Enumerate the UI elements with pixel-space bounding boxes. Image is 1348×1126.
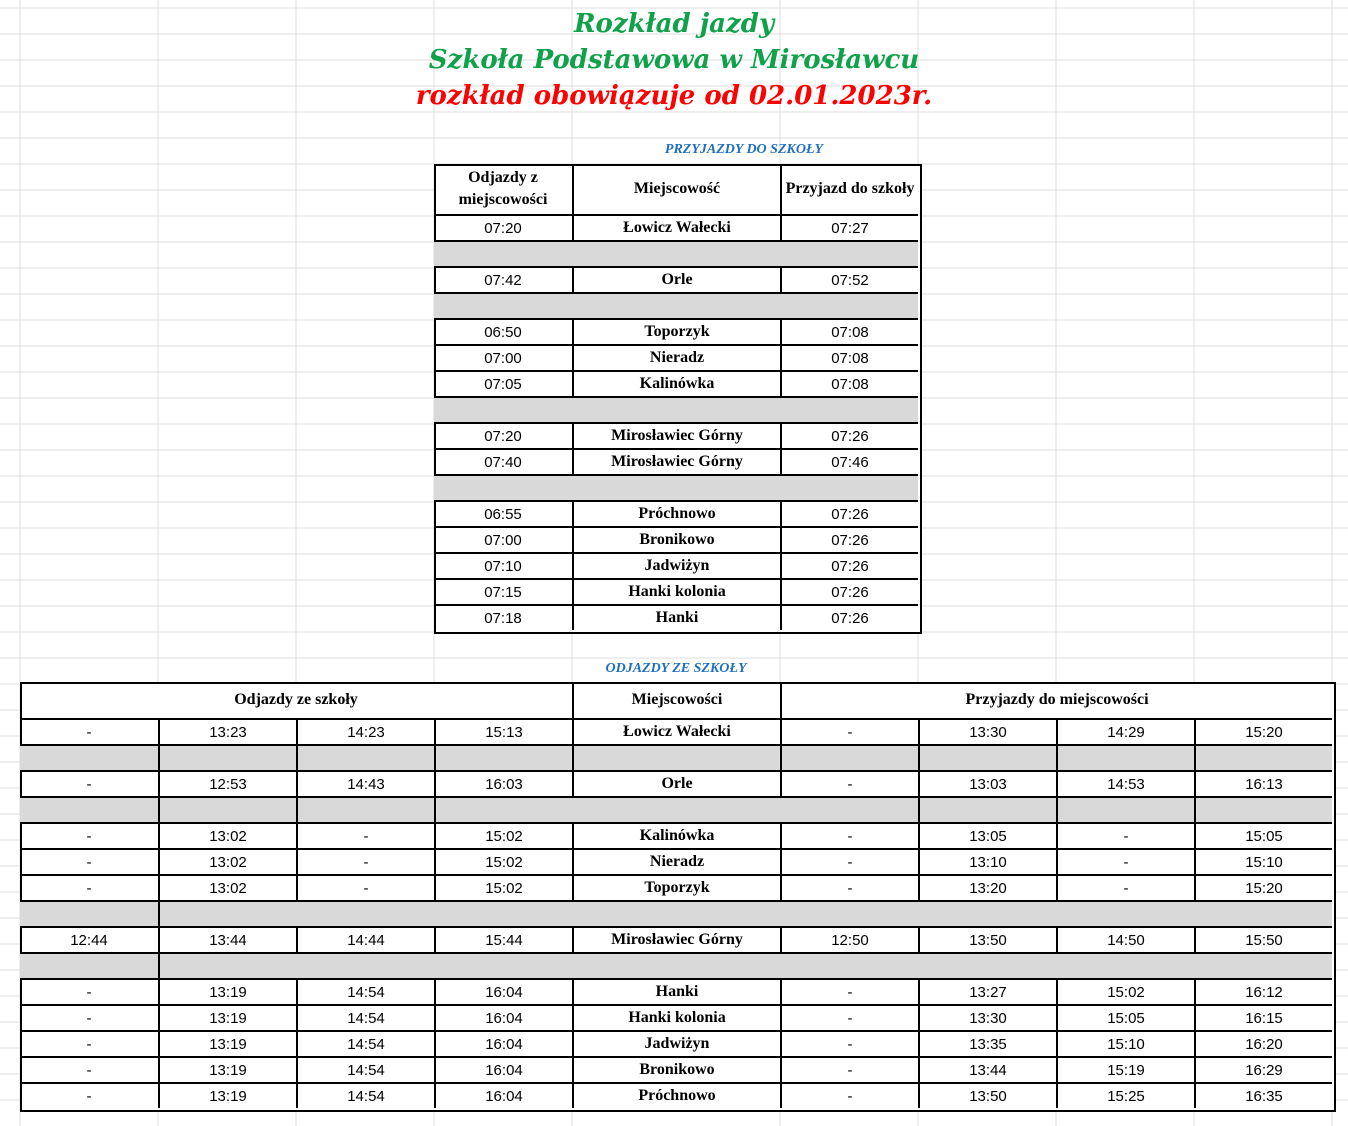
departures-place: Mirosławiec Górny bbox=[572, 926, 780, 952]
departures-place: Nieradz bbox=[572, 848, 780, 874]
departures-place: Próchnowo bbox=[572, 1082, 780, 1108]
departures-header-departures: Odjazdy ze szkoły bbox=[234, 691, 358, 708]
departures-departure-time: 14:54 bbox=[296, 978, 434, 1004]
departures-separator-cell bbox=[572, 744, 780, 770]
departures-departure-time: - bbox=[20, 978, 158, 1004]
arrivals-place: Mirosławiec Górny bbox=[572, 448, 780, 474]
departures-arrival-time: 12:50 bbox=[780, 926, 918, 952]
departures-arrival-time: 13:05 bbox=[918, 822, 1056, 848]
departures-arrival-time: 16:12 bbox=[1194, 978, 1332, 1004]
departures-arrival-time: 15:10 bbox=[1056, 1030, 1194, 1056]
departures-departure-time: 12:44 bbox=[20, 926, 158, 952]
departures-departure-time: - bbox=[20, 770, 158, 796]
departures-separator-cell bbox=[434, 796, 918, 822]
departures-place: Hanki kolonia bbox=[572, 1004, 780, 1030]
departures-departure-time: 14:44 bbox=[296, 926, 434, 952]
departures-departure-time: 13:19 bbox=[158, 1004, 296, 1030]
departures-departure-time: 14:43 bbox=[296, 770, 434, 796]
departures-departure-time: - bbox=[296, 822, 434, 848]
departures-departure-time: 16:04 bbox=[434, 978, 572, 1004]
departures-departure-time: 13:02 bbox=[158, 822, 296, 848]
departures-arrival-time: - bbox=[780, 718, 918, 744]
departures-departure-time: 14:54 bbox=[296, 1082, 434, 1108]
page-title: Rozkład jazdy bbox=[573, 9, 775, 39]
departures-arrival-time: 13:27 bbox=[918, 978, 1056, 1004]
departures-separator-cell bbox=[158, 796, 296, 822]
departures-departure-time: 15:44 bbox=[434, 926, 572, 952]
departures-arrival-time: - bbox=[1056, 848, 1194, 874]
departures-place: Orle bbox=[572, 770, 780, 796]
arrivals-place: Kalinówka bbox=[572, 370, 780, 396]
arrivals-place: Łowicz Wałecki bbox=[572, 214, 780, 240]
departures-separator-cell bbox=[296, 744, 434, 770]
departures-departure-time: 13:44 bbox=[158, 926, 296, 952]
departures-arrival-time: 16:20 bbox=[1194, 1030, 1332, 1056]
arrivals-departure-time: 07:15 bbox=[434, 578, 572, 604]
departures-arrival-time: 15:05 bbox=[1194, 822, 1332, 848]
departures-separator-cell bbox=[1056, 796, 1194, 822]
departures-place: Jadwiżyn bbox=[572, 1030, 780, 1056]
arrivals-departure-time: 07:10 bbox=[434, 552, 572, 578]
departures-arrival-time: 13:35 bbox=[918, 1030, 1056, 1056]
departures-header-place: Miejscowości bbox=[572, 682, 780, 718]
departures-departure-time: 15:02 bbox=[434, 874, 572, 900]
departures-departure-time: 14:54 bbox=[296, 1056, 434, 1082]
arrivals-place: Nieradz bbox=[572, 344, 780, 370]
arrivals-separator-row bbox=[434, 240, 918, 266]
departures-separator-cell bbox=[1194, 744, 1332, 770]
arrivals-separator-row bbox=[434, 396, 918, 422]
departures-separator-cell bbox=[20, 796, 158, 822]
departures-separator-cell bbox=[434, 744, 572, 770]
arrivals-departure-time: 07:05 bbox=[434, 370, 572, 396]
arrivals-departure-time: 07:00 bbox=[434, 344, 572, 370]
departures-arrival-time: - bbox=[1056, 822, 1194, 848]
departures-place: Kalinówka bbox=[572, 822, 780, 848]
arrivals-place: Orle bbox=[572, 266, 780, 292]
arrivals-header-place: Miejscowość bbox=[572, 164, 780, 214]
departures-arrival-time: 15:05 bbox=[1056, 1004, 1194, 1030]
arrivals-arrival-time: 07:27 bbox=[780, 214, 918, 240]
departures-departure-time: 13:02 bbox=[158, 874, 296, 900]
departures-departure-time: - bbox=[296, 874, 434, 900]
arrivals-place: Hanki bbox=[572, 604, 780, 630]
departures-arrival-time: 15:19 bbox=[1056, 1056, 1194, 1082]
departures-arrival-time: - bbox=[780, 1082, 918, 1108]
departures-departure-time: 14:54 bbox=[296, 1004, 434, 1030]
departures-arrival-time: 16:15 bbox=[1194, 1004, 1332, 1030]
arrivals-departure-time: 07:20 bbox=[434, 422, 572, 448]
arrivals-arrival-time: 07:08 bbox=[780, 344, 918, 370]
departures-arrival-time: 15:20 bbox=[1194, 874, 1332, 900]
departures-arrival-time: - bbox=[780, 770, 918, 796]
departures-departure-time: - bbox=[20, 848, 158, 874]
departures-place: Łowicz Wałecki bbox=[572, 718, 780, 744]
departures-arrival-time: 14:53 bbox=[1056, 770, 1194, 796]
departures-arrival-time: 13:30 bbox=[918, 718, 1056, 744]
departures-separator-cell bbox=[158, 744, 296, 770]
departures-arrival-time: - bbox=[780, 1004, 918, 1030]
departures-separator-cell bbox=[158, 900, 1332, 926]
departures-arrival-time: 13:20 bbox=[918, 874, 1056, 900]
arrivals-arrival-time: 07:26 bbox=[780, 578, 918, 604]
departures-arrival-time: 16:29 bbox=[1194, 1056, 1332, 1082]
arrivals-arrival-time: 07:26 bbox=[780, 552, 918, 578]
departures-separator-cell bbox=[780, 744, 918, 770]
departures-departure-time: 13:19 bbox=[158, 1030, 296, 1056]
departures-arrival-time: 13:50 bbox=[918, 926, 1056, 952]
departures-arrival-time: 13:30 bbox=[918, 1004, 1056, 1030]
departures-departure-time: 16:04 bbox=[434, 1030, 572, 1056]
arrivals-arrival-time: 07:26 bbox=[780, 500, 918, 526]
departures-departure-time: 16:04 bbox=[434, 1004, 572, 1030]
departures-separator-cell bbox=[20, 744, 158, 770]
departures-separator-cell bbox=[1194, 796, 1332, 822]
arrivals-departure-time: 07:40 bbox=[434, 448, 572, 474]
departures-arrival-time: 16:13 bbox=[1194, 770, 1332, 796]
departures-departure-time: 16:03 bbox=[434, 770, 572, 796]
departures-arrival-time: 14:29 bbox=[1056, 718, 1194, 744]
school-name: Szkoła Podstawowa w Mirosławcu bbox=[428, 45, 920, 75]
arrivals-place: Mirosławiec Górny bbox=[572, 422, 780, 448]
departures-departure-time: 13:19 bbox=[158, 1082, 296, 1108]
arrivals-arrival-time: 07:52 bbox=[780, 266, 918, 292]
departures-arrival-time: 13:44 bbox=[918, 1056, 1056, 1082]
departures-arrival-time: 15:20 bbox=[1194, 718, 1332, 744]
arrivals-departure-time: 06:55 bbox=[434, 500, 572, 526]
departures-arrival-time: - bbox=[780, 1056, 918, 1082]
arrivals-arrival-time: 07:08 bbox=[780, 318, 918, 344]
arrivals-section-title: PRZYJAZDY DO SZKOŁY bbox=[664, 142, 824, 157]
arrivals-departure-time: 07:42 bbox=[434, 266, 572, 292]
departures-arrival-time: - bbox=[780, 848, 918, 874]
arrivals-place: Hanki kolonia bbox=[572, 578, 780, 604]
departures-arrival-time: - bbox=[780, 874, 918, 900]
departures-departure-time: - bbox=[20, 1056, 158, 1082]
validity-notice: rozkład obowiązuje od 02.01.2023r. bbox=[415, 81, 933, 111]
departures-arrival-time: 15:02 bbox=[1056, 978, 1194, 1004]
arrivals-place: Próchnowo bbox=[572, 500, 780, 526]
departures-departure-time: - bbox=[20, 718, 158, 744]
departures-departure-time: 15:02 bbox=[434, 822, 572, 848]
departures-departure-time: 16:04 bbox=[434, 1082, 572, 1108]
departures-arrival-time: - bbox=[1056, 874, 1194, 900]
departures-arrival-time: - bbox=[780, 1030, 918, 1056]
departures-departure-time: - bbox=[296, 848, 434, 874]
departures-departure-time: - bbox=[20, 1082, 158, 1108]
arrivals-departure-time: 07:00 bbox=[434, 526, 572, 552]
arrivals-arrival-time: 07:08 bbox=[780, 370, 918, 396]
departures-separator-cell bbox=[918, 796, 1056, 822]
departures-departure-time: - bbox=[20, 822, 158, 848]
departures-arrival-time: - bbox=[780, 822, 918, 848]
departures-departure-time: - bbox=[20, 874, 158, 900]
departures-arrival-time: 13:10 bbox=[918, 848, 1056, 874]
departures-arrival-time: 14:50 bbox=[1056, 926, 1194, 952]
departures-arrival-time: 15:50 bbox=[1194, 926, 1332, 952]
arrivals-arrival-time: 07:26 bbox=[780, 422, 918, 448]
departures-arrival-time: 13:50 bbox=[918, 1082, 1056, 1108]
departures-arrival-time: 16:35 bbox=[1194, 1082, 1332, 1108]
departures-place: Toporzyk bbox=[572, 874, 780, 900]
departures-separator-cell bbox=[296, 796, 434, 822]
arrivals-separator-row bbox=[434, 474, 918, 500]
departures-arrival-time: - bbox=[780, 978, 918, 1004]
arrivals-departure-time: 06:50 bbox=[434, 318, 572, 344]
departures-arrival-time: 15:25 bbox=[1056, 1082, 1194, 1108]
departures-separator-cell bbox=[158, 952, 1332, 978]
arrivals-place: Bronikowo bbox=[572, 526, 780, 552]
departures-place: Hanki bbox=[572, 978, 780, 1004]
departures-departure-time: 13:23 bbox=[158, 718, 296, 744]
departures-separator-cell bbox=[918, 744, 1056, 770]
arrivals-arrival-time: 07:26 bbox=[780, 526, 918, 552]
arrivals-departure-time: 07:20 bbox=[434, 214, 572, 240]
departures-departure-time: 16:04 bbox=[434, 1056, 572, 1082]
departures-departure-time: - bbox=[20, 1030, 158, 1056]
departures-separator-cell bbox=[20, 900, 158, 926]
departures-arrival-time: 15:10 bbox=[1194, 848, 1332, 874]
departures-separator-cell bbox=[1056, 744, 1194, 770]
departures-header-arrivals: Przyjazdy do miejscowości bbox=[780, 682, 1332, 718]
departures-separator-cell bbox=[20, 952, 158, 978]
departures-departure-time: 12:53 bbox=[158, 770, 296, 796]
arrivals-departure-time: 07:18 bbox=[434, 604, 572, 630]
departures-departure-time: 13:19 bbox=[158, 978, 296, 1004]
departures-departure-time: 13:19 bbox=[158, 1056, 296, 1082]
arrivals-arrival-time: 07:26 bbox=[780, 604, 918, 630]
arrivals-place: Jadwiżyn bbox=[572, 552, 780, 578]
arrivals-place: Toporzyk bbox=[572, 318, 780, 344]
departures-departure-time: 14:23 bbox=[296, 718, 434, 744]
arrivals-header-arrival: Przyjazd do szkoły bbox=[780, 164, 918, 214]
arrivals-header-departure: Odjazdy z miejscowości bbox=[458, 169, 548, 208]
departures-departure-time: 15:13 bbox=[434, 718, 572, 744]
departures-departure-time: 13:02 bbox=[158, 848, 296, 874]
departures-departure-time: - bbox=[20, 1004, 158, 1030]
arrivals-arrival-time: 07:46 bbox=[780, 448, 918, 474]
departures-place: Bronikowo bbox=[572, 1056, 780, 1082]
departures-arrival-time: 13:03 bbox=[918, 770, 1056, 796]
departures-departure-time: 14:54 bbox=[296, 1030, 434, 1056]
arrivals-separator-row bbox=[434, 292, 918, 318]
departures-departure-time: 15:02 bbox=[434, 848, 572, 874]
departures-section-title: ODJAZDY ZE SZKOŁY bbox=[605, 661, 747, 676]
